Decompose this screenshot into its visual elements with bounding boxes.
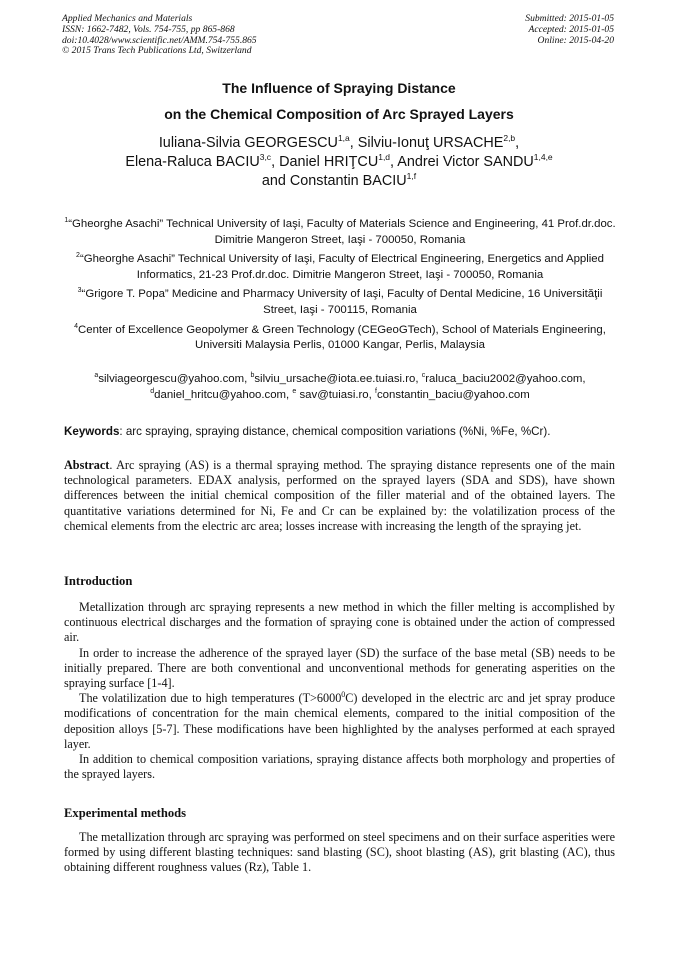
author-separator: ,: [271, 154, 280, 170]
paper-title-line-2: on the Chemical Composition of Arc Sprayed Layers: [164, 106, 514, 122]
email-address: silviageorgescu@yahoo.com: [98, 373, 245, 385]
affiliation-number: 2: [76, 252, 80, 260]
affiliation-number: 4: [74, 322, 79, 330]
email-mark: e: [292, 387, 297, 395]
affiliation-text: “Gheorghe Asachi” Technical University of Iaşi, Faculty of Electrical Engineering, Energetics and Applied Informatics, 21-23 Prof.dr.doc. Dimitrie Mangeron Street, Iaşi - 700050, Romania: [79, 253, 604, 281]
author-name: Silviu-Ionuţ URSACHE: [357, 135, 504, 151]
doi-line: doi:10.4028/www.scientific.net/AMM.754-755.865: [62, 34, 257, 46]
accepted-date: Accepted: 2015-01-05: [528, 23, 614, 35]
author-affiliation-mark: 1,d: [378, 152, 391, 162]
email-mark: d: [150, 387, 155, 395]
affiliation-list: [62, 217, 618, 358]
author-list: [0, 134, 678, 191]
affiliation-3: [62, 287, 618, 318]
paragraph: [64, 691, 615, 752]
author-separator: ,: [515, 135, 520, 151]
affiliation-4: [62, 323, 618, 354]
author-separator: ,: [349, 135, 358, 151]
author-name: Elena-Raluca BACIU: [125, 154, 260, 170]
affiliation-text: “Grigore T. Popa” Medicine and Pharmacy University of Iaşi, Faculty of Dental Medicine, 16 Universităţii Street, Iaşi - 700115, Romania: [81, 288, 603, 316]
paragraph: Metallization through arc spraying represents a new method in which the filler melting is accomplished by continuous electrical discharges and the formation of spraying cone is obtained under the action of compressed air.: [64, 600, 615, 645]
keywords-text: : arc spraying, spraying distance, chemical composition variations (%Ni, %Fe, %Cr).: [119, 425, 551, 438]
author-name: Iuliana-Silvia GEORGESCU: [158, 135, 338, 151]
abstract-label: Abstract: [64, 458, 110, 472]
journal-name: Applied Mechanics and Materials: [62, 13, 193, 24]
email-mark: a: [94, 372, 99, 379]
paragraph: The metallization through arc spraying was performed on steel specimens and on their surface asperities were formed by using different blasting techniques: sand blasting (SC), shoot blasting (AS), grit blasting (AC), thus obtaining different roughness values (Rz), Table 1.: [64, 830, 615, 875]
author-line-1: [0, 134, 678, 153]
email-line-2: $^d$daniel_hritcu@yahoo.com, $^e$ sav@tuiasi.ro, $^f$constantin_baciu@yahoo.com: [150, 387, 530, 401]
keywords-label: Keywords: [64, 425, 120, 438]
author-name: Andrei Victor SANDU: [397, 154, 534, 170]
email-line-1: $^a$silviageorgescu@yahoo.com, $^b$silviu_ursache@iota.ee.tuiasi.ro, $^c$raluca_baciu2002@yahoo.com,: [94, 372, 586, 385]
email-mark: c: [421, 372, 426, 379]
author-line-3: [0, 172, 678, 191]
journal-info: [62, 14, 257, 57]
abstract-text: . Arc spraying (AS) is a thermal spraying method. The spraying distance represents one of the main technological parameters. EDAX analysis, performed on the sprayed layers (SDA and SDS), have shown differences between the initial chemical composition of the filler material and of the obtained layers. The quantitative variations determined for Ni, Fe and Cr can be explained by: the volatilization process of the chemical elements from the electric arc area; losses increase with increasing the length of the spraying jet.: [64, 458, 615, 533]
author-name: and Constantin BACIU: [261, 173, 407, 189]
paragraph: In addition to chemical composition variations, spraying distance affects both morphology and properties of the sprayed layers.: [64, 752, 615, 782]
author-affiliation-mark: 3,c: [259, 152, 272, 162]
affiliation-text: “Gheorghe Asachi” Technical University of Iaşi, Faculty of Materials Science and Engineering, 41 Prof.dr.doc. Dimitrie Mangeron Street, Iaşi - 700050, Romania: [68, 218, 616, 246]
submitted-date: Submitted: 2015-01-05: [525, 13, 614, 24]
author-name: Daniel HRIŢCU: [279, 154, 379, 170]
email-address: raluca_baciu2002@yahoo.com: [425, 373, 583, 385]
paragraph-text: C) developed in the electric arc and jet spray produce modifications of concentration for the main chemical elements, compared to the initial composition of the deposition alloys [5-7]. These modifications have been highlighted by the analyses performed at each sprayed layer.: [64, 691, 615, 751]
introduction-body: [64, 600, 615, 782]
abstract: [64, 458, 615, 534]
affiliation-number: 1: [64, 217, 69, 224]
paragraph-text: The volatilization due to high temperatures (T>6000: [79, 691, 342, 706]
email-mark: f: [375, 387, 377, 395]
affiliation-1: [62, 217, 618, 248]
section-heading-experimental-methods: Experimental methods: [64, 806, 187, 820]
email-address: daniel_hritcu@yahoo.com: [154, 388, 287, 401]
copyright-line: © 2015 Trans Tech Publications Ltd, Switzerland: [62, 45, 252, 57]
online-date: Online: 2015-04-20: [537, 34, 614, 46]
affiliation-text: Center of Excellence Geopolymer & Green Technology (CEGeoGTech), School of Materials Engineering, Universiti Malaysia Perlis, 01000 Kangar, Perlis, Malaysia: [78, 323, 606, 352]
section-heading-introduction: Introduction: [64, 574, 133, 588]
email-address: silviu_ursache@iota.ee.tuiasi.ro: [254, 373, 416, 385]
author-line-2: [0, 153, 678, 172]
email-address: sav@tuiasi.ro: [299, 388, 369, 401]
paper-title-line-1: The Influence of Spraying Distance: [222, 80, 456, 96]
email-mark: b: [250, 372, 255, 379]
keywords: [64, 424, 616, 439]
email-list: [62, 372, 618, 403]
experimental-body: [64, 830, 615, 876]
author-affiliation-mark: 1,f: [406, 171, 417, 181]
degree-superscript: 0: [341, 690, 346, 700]
affiliation-2: [62, 252, 618, 283]
author-separator: ,: [390, 154, 398, 170]
author-affiliation-mark: 2,b: [503, 133, 516, 143]
affiliation-number: 3: [77, 287, 82, 295]
author-affiliation-mark: 1,4,e: [533, 152, 553, 162]
author-affiliation-mark: 1,a: [337, 133, 350, 143]
submission-dates: [525, 14, 614, 46]
issn-line: ISSN: 1662-7482, Vols. 754-755, pp 865-868: [62, 23, 235, 35]
email-address: constantin_baciu@yahoo.com: [376, 388, 530, 401]
paragraph: In order to increase the adherence of the sprayed layer (SD) the surface of the base metal (SB) needs to be initially prepared. There are both conventional and unconventional methods for generating asperities on the spraying surface [1-4].: [64, 645, 615, 691]
